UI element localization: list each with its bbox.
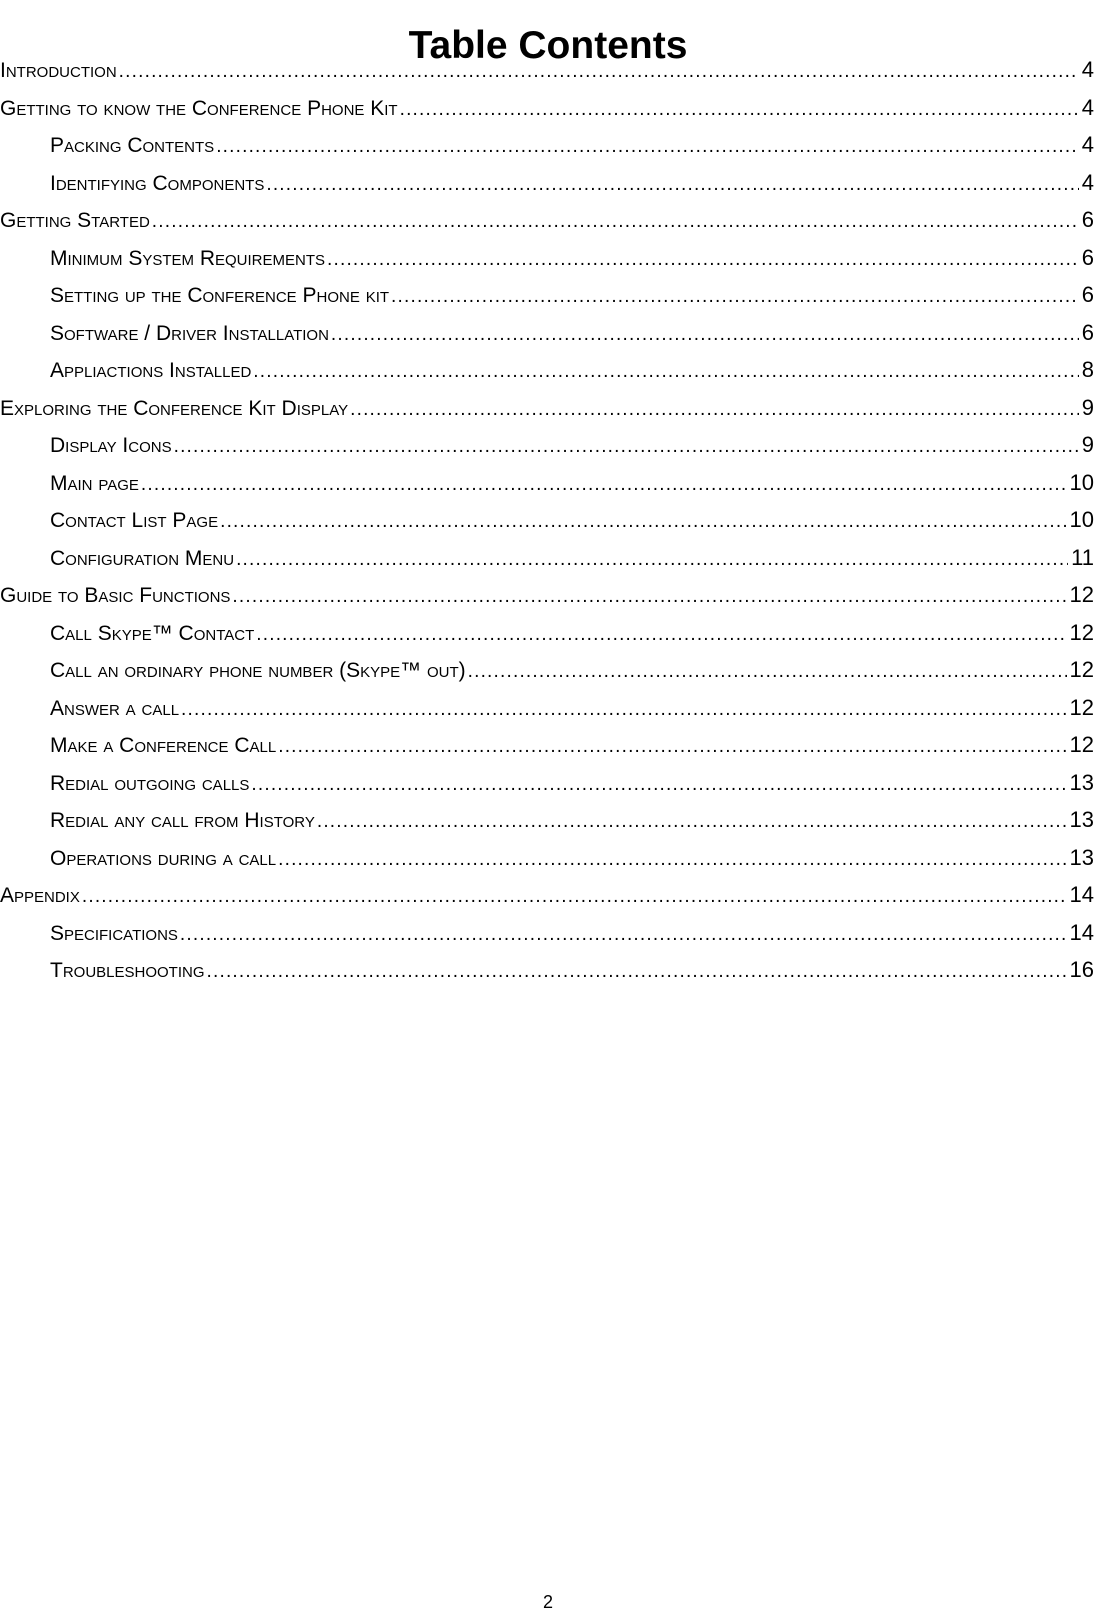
- toc-dot-leader: [232, 586, 1066, 608]
- toc-entry-page: 12: [1069, 657, 1094, 682]
- toc-entry-label: Call Skype™ Contact: [50, 621, 255, 645]
- toc-dot-leader: [278, 849, 1066, 871]
- toc-dot-leader: [141, 474, 1067, 496]
- toc-entry-label: Troubleshooting: [50, 959, 205, 982]
- toc-dot-leader: [220, 511, 1066, 533]
- toc-dot-leader: [317, 811, 1067, 833]
- toc-entry-page: 12: [1069, 619, 1094, 645]
- toc-dot-leader: [400, 99, 1079, 121]
- toc-entry-page: 12: [1069, 694, 1094, 720]
- toc-entry[interactable]: [0, 957, 1096, 995]
- toc-dot-leader: [174, 436, 1079, 458]
- toc-entry-page: 6: [1081, 244, 1094, 270]
- toc-entry[interactable]: [0, 57, 1096, 95]
- toc-dot-leader: [152, 211, 1079, 233]
- toc-entry[interactable]: [0, 770, 1096, 808]
- toc-entry-label: Redial outgoing calls: [50, 771, 250, 795]
- toc-dot-leader: [278, 736, 1066, 758]
- toc-entry[interactable]: [0, 807, 1096, 845]
- toc-entry-label: Packing Contents: [50, 134, 215, 157]
- toc-entry-page: 12: [1069, 582, 1094, 607]
- toc-entry-label: Getting Started: [0, 209, 150, 232]
- toc-entry[interactable]: [0, 132, 1096, 170]
- toc-entry-page: 4: [1081, 169, 1094, 195]
- toc-entry[interactable]: [0, 320, 1096, 358]
- toc-entry-label: Guide to Basic Functions: [0, 584, 231, 607]
- toc-entry-label: Redial any call from History: [50, 809, 315, 832]
- toc-entry-label: Getting to know the Conference Phone Kit: [0, 96, 398, 120]
- page-number: 2: [542, 1592, 553, 1612]
- toc-entry-page: 4: [1081, 57, 1094, 82]
- toc-entry-page: 14: [1069, 882, 1094, 907]
- toc-entry-label: Appliactions Installed: [50, 359, 252, 382]
- toc-entry[interactable]: [0, 95, 1096, 133]
- toc-entry[interactable]: [0, 920, 1096, 958]
- toc-entry-label: Introduction: [0, 59, 117, 82]
- toc-entry-label: Call an ordinary phone number (Skype™ out): [50, 659, 466, 682]
- toc-entry[interactable]: [0, 170, 1096, 208]
- toc-entry[interactable]: [0, 432, 1096, 470]
- toc-entry-label: Operations during a call: [50, 846, 277, 870]
- toc-entry-page: 10: [1069, 469, 1094, 495]
- toc-entry-page: 9: [1081, 394, 1094, 420]
- toc-entry-label: Contact List Page: [50, 509, 219, 532]
- toc-entry-label: Software / Driver Installation: [50, 321, 329, 345]
- toc-dot-leader: [119, 61, 1079, 83]
- toc-entry-page: 4: [1081, 94, 1094, 120]
- toc-entry[interactable]: [0, 207, 1096, 245]
- toc-entry[interactable]: [0, 545, 1096, 583]
- toc-dot-leader: [350, 399, 1079, 421]
- toc-entry-page: 13: [1069, 769, 1094, 795]
- toc-entry[interactable]: [0, 582, 1096, 620]
- toc-dot-leader: [236, 549, 1068, 571]
- toc-dot-leader: [207, 961, 1067, 983]
- page-title: Table Contents: [408, 24, 688, 68]
- toc-entry-label: Exploring the Conference Kit Display: [0, 396, 349, 420]
- toc-entry-page: 4: [1081, 132, 1094, 157]
- table-of-contents: [0, 57, 1096, 995]
- toc-entry-page: 12: [1069, 732, 1094, 757]
- toc-entry[interactable]: [0, 657, 1096, 695]
- toc-dot-leader: [253, 361, 1078, 383]
- toc-dot-leader: [216, 136, 1079, 158]
- toc-entry[interactable]: [0, 245, 1096, 283]
- toc-entry[interactable]: [0, 732, 1096, 770]
- toc-entry[interactable]: [0, 282, 1096, 320]
- toc-entry-page: 10: [1069, 507, 1094, 532]
- toc-entry[interactable]: [0, 882, 1096, 920]
- toc-entry[interactable]: [0, 695, 1096, 733]
- toc-entry-page: 16: [1069, 957, 1094, 982]
- toc-entry[interactable]: [0, 357, 1096, 395]
- toc-entry-page: 9: [1081, 432, 1094, 457]
- toc-entry-page: 13: [1069, 844, 1094, 870]
- toc-entry-page: 6: [1081, 207, 1094, 232]
- toc-entry-label: Display Icons: [50, 434, 172, 457]
- toc-entry-label: Setting up the Conference Phone kit: [50, 284, 390, 307]
- toc-entry[interactable]: [0, 620, 1096, 658]
- toc-dot-leader: [256, 624, 1066, 646]
- toc-entry[interactable]: [0, 395, 1096, 433]
- toc-entry-page: 6: [1081, 319, 1094, 345]
- toc-dot-leader: [327, 249, 1079, 271]
- toc-entry-page: 14: [1069, 919, 1094, 945]
- toc-entry-label: Answer a call: [50, 696, 180, 720]
- toc-dot-leader: [331, 324, 1079, 346]
- toc-entry-page: 6: [1081, 282, 1094, 307]
- toc-entry-label: Specifications: [50, 921, 178, 945]
- toc-dot-leader: [266, 174, 1078, 196]
- toc-entry[interactable]: [0, 845, 1096, 883]
- toc-entry-label: Appendix: [0, 884, 80, 907]
- toc-dot-leader: [468, 661, 1067, 683]
- toc-dot-leader: [82, 886, 1067, 908]
- toc-dot-leader: [391, 286, 1079, 308]
- toc-entry-page: 8: [1081, 357, 1094, 382]
- toc-dot-leader: [180, 924, 1067, 946]
- toc-entry-label: Configuration Menu: [50, 546, 235, 570]
- toc-entry[interactable]: [0, 470, 1096, 508]
- toc-entry-label: Main page: [50, 471, 139, 495]
- toc-entry-label: Minimum System Requirements: [50, 246, 326, 270]
- toc-dot-leader: [251, 774, 1066, 796]
- toc-entry[interactable]: [0, 507, 1096, 545]
- toc-entry-page: 13: [1069, 807, 1094, 832]
- toc-entry-label: Identifying Components: [50, 171, 265, 195]
- toc-dot-leader: [181, 699, 1066, 721]
- toc-entry-label: Make a Conference Call: [50, 734, 277, 757]
- toc-entry-page: 11: [1071, 544, 1094, 570]
